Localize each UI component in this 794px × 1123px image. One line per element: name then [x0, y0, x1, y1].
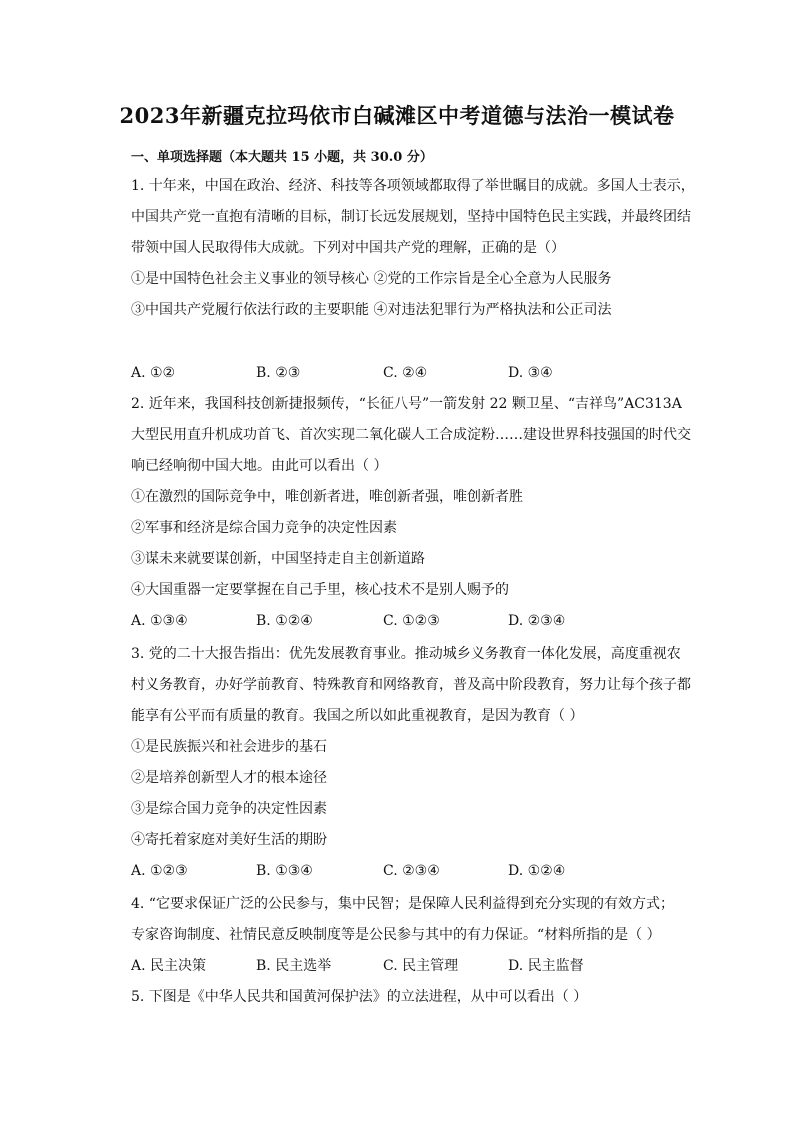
- q3-line-1: 3. 党的二十大报告指出：优先发展教育事业。推动城乡义务教育一体化发展，高度重视农: [131, 646, 681, 662]
- q3-option-b: B. ①③④: [256, 863, 313, 879]
- q4-options: [131, 957, 691, 975]
- section-heading: 一、单项选择题（本大题共 15 小题，共 30.0 分）: [131, 150, 433, 165]
- q3-statement-4: ④寄托着家庭对美好生活的期盼: [131, 832, 327, 848]
- q3-option-a: A. ①②③: [131, 863, 188, 879]
- q4-line-2: 专家咨询制度、社情民意反映制度等是公民参与其中的有力保证。“材料所指的是（ ）: [131, 927, 661, 943]
- q2-option-a: A. ①③④: [131, 613, 188, 629]
- q1-line-3: 带领中国人民取得伟大成就。下列对中国共产党的理解，正确的是（）: [131, 240, 565, 256]
- q1-option-a: A. ①②: [131, 365, 176, 381]
- q2-statement-2: ②军事和经济是综合国力竞争的决定性因素: [131, 520, 397, 536]
- q3-statement-1: ①是民族振兴和社会进步的基石: [131, 739, 327, 755]
- q2-option-b: B. ①②④: [256, 613, 313, 629]
- q1-line-1: 1. 十年来，中国在政治、经济、科技等各项领域都取得了举世瞩目的成就。多国人士表示，: [131, 178, 695, 194]
- q2-line-2: 大型民用直升机成功首飞、首次实现二氧化碳人工合成淀粉……建设世界科技强国的时代交: [131, 427, 691, 443]
- q1-option-b: B. ②③: [256, 365, 301, 381]
- q4-line-1: 4. “它要求保证广泛的公民参与，集中民智；是保障人民利益得到充分实现的有效方式；: [131, 896, 674, 912]
- q3-option-d: D. ①②④: [508, 863, 566, 879]
- q4-option-d: D. 民主监督: [508, 958, 584, 974]
- q3-options: [131, 862, 691, 880]
- q3-option-c: C. ②③④: [383, 863, 440, 879]
- q4-option-a: A. 民主决策: [131, 958, 207, 974]
- q3-line-3: 能享有公平而有质量的教育。我国之所以如此重视教育，是因为教育（ ）: [131, 708, 584, 724]
- q1-options: [131, 364, 691, 382]
- q2-options: [131, 612, 691, 630]
- q3-statement-2: ②是培养创新型人才的根本途径: [131, 770, 327, 786]
- q2-statement-3: ③谋未来就要谋创新，中国坚持走自主创新道路: [131, 551, 425, 567]
- q2-statement-1: ①在激烈的国际竞争中，唯创新者进，唯创新者强，唯创新者胜: [131, 489, 523, 505]
- q3-line-2: 村义务教育，办好学前教育、特殊教育和网络教育，普及高中阶段教育，努力让每个孩子都: [131, 677, 691, 693]
- exam-title: 2023年新疆克拉玛依市白碱滩区中考道德与法治一模试卷: [119, 103, 675, 128]
- q2-option-c: C. ①②③: [383, 613, 440, 629]
- q2-line-3: 响已经响彻中国大地。由此可以看出（ ）: [131, 458, 388, 474]
- q1-statement-2: ③中国共产党履行依法行政的主要职能 ④对违法犯罪行为严格执法和公正司法: [131, 302, 612, 318]
- q2-statement-4: ④大国重器一定要掌握在自己手里，核心技术不是别人赐予的: [131, 582, 509, 598]
- q2-option-d: D. ②③④: [508, 613, 566, 629]
- q1-option-c: C. ②④: [383, 365, 428, 381]
- q1-option-d: D. ③④: [508, 365, 553, 381]
- q5-line-1: 5. 下图是《中华人民共和国黄河保护法》的立法进程，从中可以看出（ ）: [131, 989, 588, 1005]
- q4-option-c: C. 民主管理: [383, 958, 459, 974]
- q4-option-b: B. 民主选举: [256, 958, 332, 974]
- q1-statement-1: ①是中国特色社会主义事业的领导核心 ②党的工作宗旨是全心全意为人民服务: [131, 271, 612, 287]
- q2-line-1: 2. 近年来，我国科技创新捷报频传，“长征八号”一箭发射 22 颗卫星、“吉祥鸟”AC313A: [131, 396, 682, 412]
- q3-statement-3: ③是综合国力竞争的决定性因素: [131, 801, 327, 817]
- q1-line-2: 中国共产党一直抱有清晰的目标，制订长远发展规划，坚持中国特色民主实践，并最终团结: [131, 209, 691, 225]
